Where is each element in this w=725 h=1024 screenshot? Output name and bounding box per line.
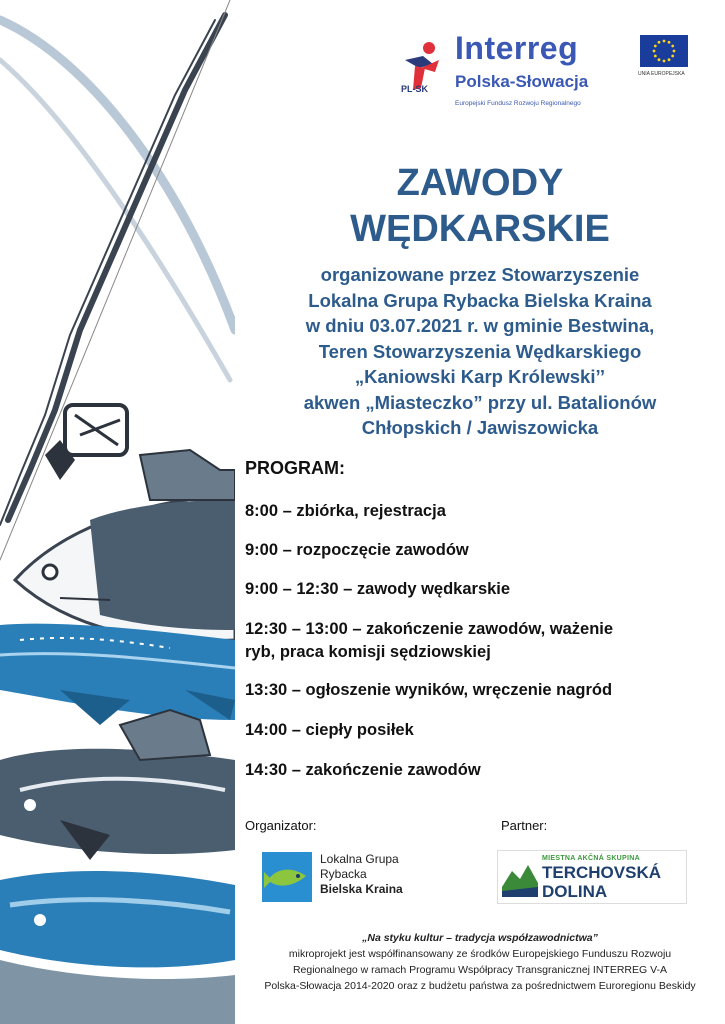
program-item: 8:00 – zbiórka, rejestracja xyxy=(245,502,446,520)
program-item: 9:00 – rozpoczęcie zawodów xyxy=(245,541,469,559)
description-line: „Kaniowski Karp Królewski’’ xyxy=(354,366,606,387)
description-line: Chłopskich / Jawiszowicka xyxy=(361,417,599,438)
organizer-logo-line: Bielska Kraina xyxy=(320,882,403,896)
partner-logo-subtitle: MIESTNA AKČNÁ SKUPINA xyxy=(542,855,640,862)
program-item: 9:00 – 12:30 – zawody wędkarskie xyxy=(245,580,511,598)
eu-flag-icon xyxy=(640,35,688,67)
footer-line: Regionalnego w ramach Programu Współpracy Transgranicznej INTERREG V-A xyxy=(292,964,668,976)
partner-logo-name: TERCHOVSKÁ xyxy=(542,863,662,882)
event-title-line-1: ZAWODY xyxy=(396,162,564,204)
lgr-fish-icon xyxy=(262,852,312,902)
footer-line: Polska-Słowacja 2014-2020 oraz z budżetu państwa za pośrednictwem Euroregionu Beskidy xyxy=(264,980,696,992)
plsk-label: PL-SK xyxy=(401,84,428,94)
footer-line: mikroprojekt jest współfinansowany ze środków Europejskiego Funduszu Rozwoju xyxy=(288,948,672,960)
footer-motto: „Na styku kultur – tradycja współzawodnictwa” xyxy=(362,932,598,944)
mountain-icon xyxy=(502,857,538,897)
organizer-logo-text xyxy=(320,852,403,897)
program-item: 14:00 – ciepły posiłek xyxy=(245,721,414,739)
carp-fish xyxy=(15,450,235,641)
reel-icon xyxy=(45,405,127,480)
eu-label: UNIA EUROPEJSKA xyxy=(638,71,685,77)
interreg-fund-text: Europejski Fundusz Rozwoju Regionalnego xyxy=(455,100,581,107)
sponsor-header xyxy=(395,28,725,118)
description-line: Lokalna Grupa Rybacka Bielska Kraina xyxy=(308,289,652,311)
program-item: 13:30 – ogłoszenie wyników, wręczenie nagród xyxy=(245,681,613,699)
description-line: Teren Stowarzyszenia Wędkarskiego xyxy=(318,340,642,362)
program-item: 14:30 – zakończenie zawodów xyxy=(245,761,481,779)
fishing-illustration xyxy=(0,0,235,1024)
organizer-logo xyxy=(240,852,420,904)
organizer-logo-line: Lokalna Grupa xyxy=(320,852,399,866)
event-description xyxy=(235,262,725,441)
pike-fish xyxy=(0,624,235,725)
funding-footer xyxy=(235,930,725,994)
event-title-line-2: WĘDKARSKIE xyxy=(350,208,610,250)
organizer-label: Organizator: xyxy=(245,818,317,833)
event-title xyxy=(235,160,725,252)
description-line: organizowane przez Stowarzyszenie xyxy=(320,264,640,285)
description-line: w dniu 03.07.2021 r. w gminie Bestwina, xyxy=(305,315,655,336)
program-heading: PROGRAM: xyxy=(245,458,345,478)
interreg-program-name: Polska-Słowacja xyxy=(455,72,589,91)
trout-fish xyxy=(0,871,235,1024)
interreg-logo-text: Interreg xyxy=(455,30,579,66)
organizer-logo-line: Rybacka xyxy=(320,867,367,881)
partner-logo-name: DOLINA xyxy=(542,882,608,901)
perch-fish xyxy=(0,710,235,860)
partner-label: Partner: xyxy=(501,818,548,833)
program-item: 12:30 – 13:00 – zakończenie zawodów, ważenie ryb, praca komisji sędziowskiej xyxy=(245,620,614,661)
poster-content xyxy=(235,0,725,1024)
partner-logo xyxy=(497,850,687,904)
description-line: akwen „Miasteczko” przy ul. Batalionów xyxy=(303,391,657,413)
